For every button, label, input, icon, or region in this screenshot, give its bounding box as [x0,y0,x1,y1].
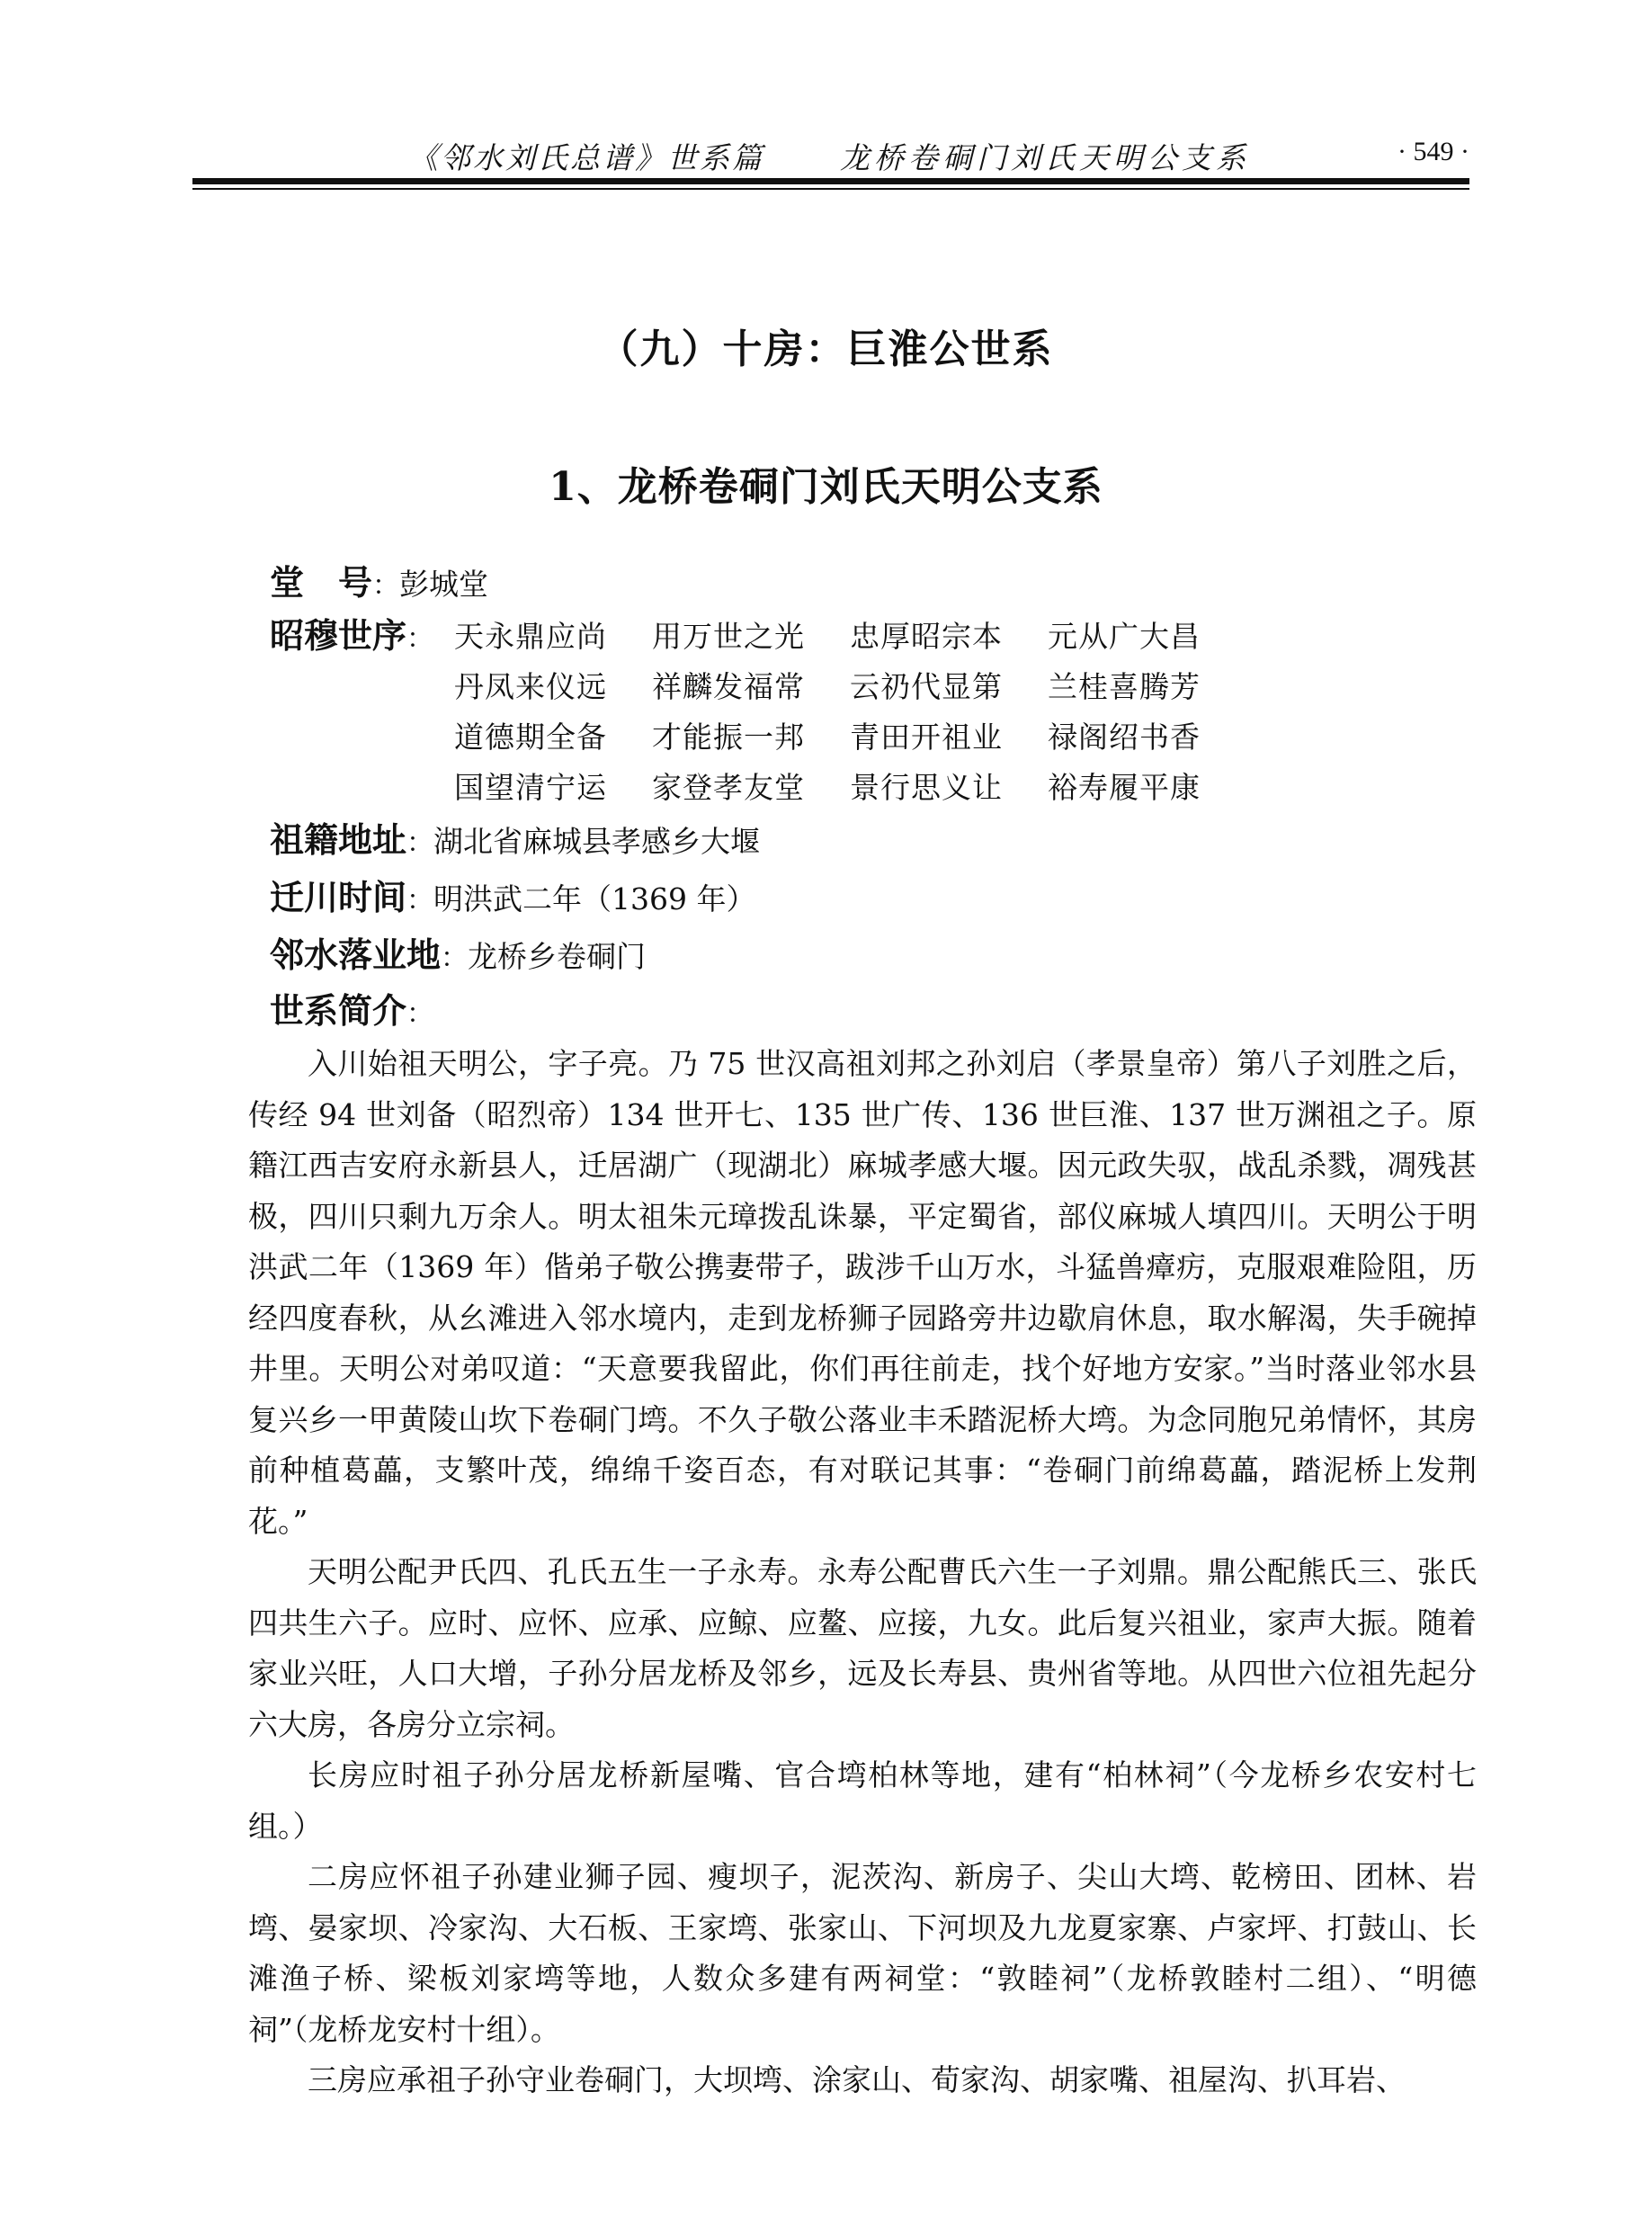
field-colon: ： [406,998,434,1030]
field-label: 邻水落业地 [270,935,442,975]
poem-line: 国望清宁运 [454,770,607,805]
body-paragraph: 长房应时祖子孙分居龙桥新屋嘴、官合塆柏林等地，建有“柏林祠”（今龙桥乡农安村七组。） [248,1757,1477,1844]
body-paragraph: 二房应怀祖子孙建业狮子园、瘦坝子，泥茨沟、新房子、尖山大塆、乾榜田、团林、岩塆、晏家坝、冷家沟、大石板、王家塆、张家山、下河坝及九龙夏家寨、卢家坪、打鼓山、长滩渔子桥、梁板刘家塆等地，人数众多建有两祠堂：“敦睦祠”（龙桥敦睦村二组）、“明德祠”（龙桥龙安村十组）。 [248,1859,1477,2047]
poem-line: 禄阁绍书香 [1048,720,1201,755]
poem-line: 裕寿履平康 [1048,770,1201,805]
field-lineage-intro [270,983,433,1033]
generation-poem-grid [454,613,1264,815]
header-rule-thick [192,178,1469,184]
section-title: 1、龙桥卷硐门刘氏天明公支系 [549,464,1103,510]
body-paragraph: 入川始祖天明公，字子亮。乃 75 世汉高祖刘邦之孙刘启（孝景皇帝）第八子刘胜之后，传经 94 世刘备（昭烈帝）134 世开七、135 世广传、136 世巨淮、137 世万渊祖之子。原籍江西吉安府永新县人，迁居湖广（现湖北）麻城孝感大堰。因元政失驭，战乱杀戮，凋残甚极，四川只剩九万余人。明太祖朱元璋拨乱诛暴，平定蜀省，部仪麻城人填四川。天明公于明洪武二年（1369 年）偕弟子敬公携妻带子，跋涉千山万水，斗猛兽瘴疠，克服艰难险阻，历经四度春秋，从幺滩进入邻水境内，走到龙桥狮子园路旁井边歇肩休息，取水解渴，失手碗掉井里。天明公对弟叹道：“天意要我留此，你们再往前走，找个好地方安家。”当时落业邻水县复兴乡一甲黄陵山坎下卷硐门塆。不久子敬公落业丰禾踏泥桥大塆。为念同胞兄弟情怀，其房前种植葛藟，支繁叶茂，绵绵千姿百态，有对联记其事：“卷硐门前绵葛藟，踏泥桥上发荆花。” [248,1046,1477,1539]
field-label: 祖籍地址 [270,820,407,860]
poem-line: 家登孝友堂 [652,770,805,805]
poem-line: 才能振一邦 [652,720,805,755]
field-label: 迁川时间 [270,878,407,917]
poem-row [454,613,1264,664]
poem-line: 天永鼎应尚 [454,619,607,654]
chapter-title: （九）十房：巨淮公世系 [598,326,1054,372]
poem-row [454,764,1264,815]
body-text [248,1039,1477,2106]
poem-line: 祥麟发福常 [652,669,805,704]
field-colon: ： [441,943,469,974]
header-rule-thin [192,188,1469,190]
field-colon: ： [406,827,434,859]
poem-line: 道德期全备 [454,720,607,755]
field-ancestral-address [270,812,760,862]
poem-line: 丹凤来仪远 [454,669,607,704]
poem-line: 青田开祖业 [850,720,1003,755]
poem-line: 忠厚昭宗本 [850,619,1003,654]
poem-line: 兰桂喜腾芳 [1048,669,1201,704]
poem-line: 景行思义让 [850,770,1003,805]
header-book-title: 《邻水刘氏总谱》世系篇 [408,140,764,175]
poem-row [454,714,1264,764]
field-value: 湖北省麻城县孝感乡大堰 [433,824,761,859]
field-label: 堂 号 [270,563,373,603]
field-migration-time [270,870,756,919]
page-number: · 549 · [1398,137,1469,166]
poem-line: 云礽代显第 [850,669,1003,704]
field-label: 世系简介 [270,991,407,1031]
body-paragraph: 三房应承祖子孙守业卷硐门，大坝塆、涂家山、荀家沟、胡家嘴、祖屋沟、扒耳岩、 [308,2062,1406,2097]
body-paragraph: 天明公配尹氏四、孔氏五生一子永寿。永寿公配曹氏六生一子刘鼎。鼎公配熊氏三、张氏四共生六子。应时、应怀、应承、应鲸、应鳌、应接，九女。此后复兴祖业，家声大振。随着家业兴旺，人口大增，子孙分居龙桥及邻乡，远及长寿县、贵州省等地。从四世六位祖先起分六大房，各房分立宗祠。 [248,1554,1477,1742]
header-section-title: 龙桥卷硐门刘氏天明公支系 [840,140,1250,175]
field-generation-poem [270,608,433,657]
field-colon: ： [406,623,434,655]
field-value: 彭城堂 [399,567,489,602]
field-colon: ： [406,885,434,916]
field-linshui-settlement [270,927,646,977]
field-colon: ： [372,570,400,602]
field-hall-name [270,555,488,604]
poem-line: 用万世之光 [652,619,805,654]
poem-line: 元从广大昌 [1048,619,1201,654]
field-value: 明洪武二年（1369 年） [433,881,756,916]
field-value: 龙桥乡卷硐门 [468,939,647,974]
field-label: 昭穆世序 [270,616,407,656]
poem-row [454,664,1264,714]
